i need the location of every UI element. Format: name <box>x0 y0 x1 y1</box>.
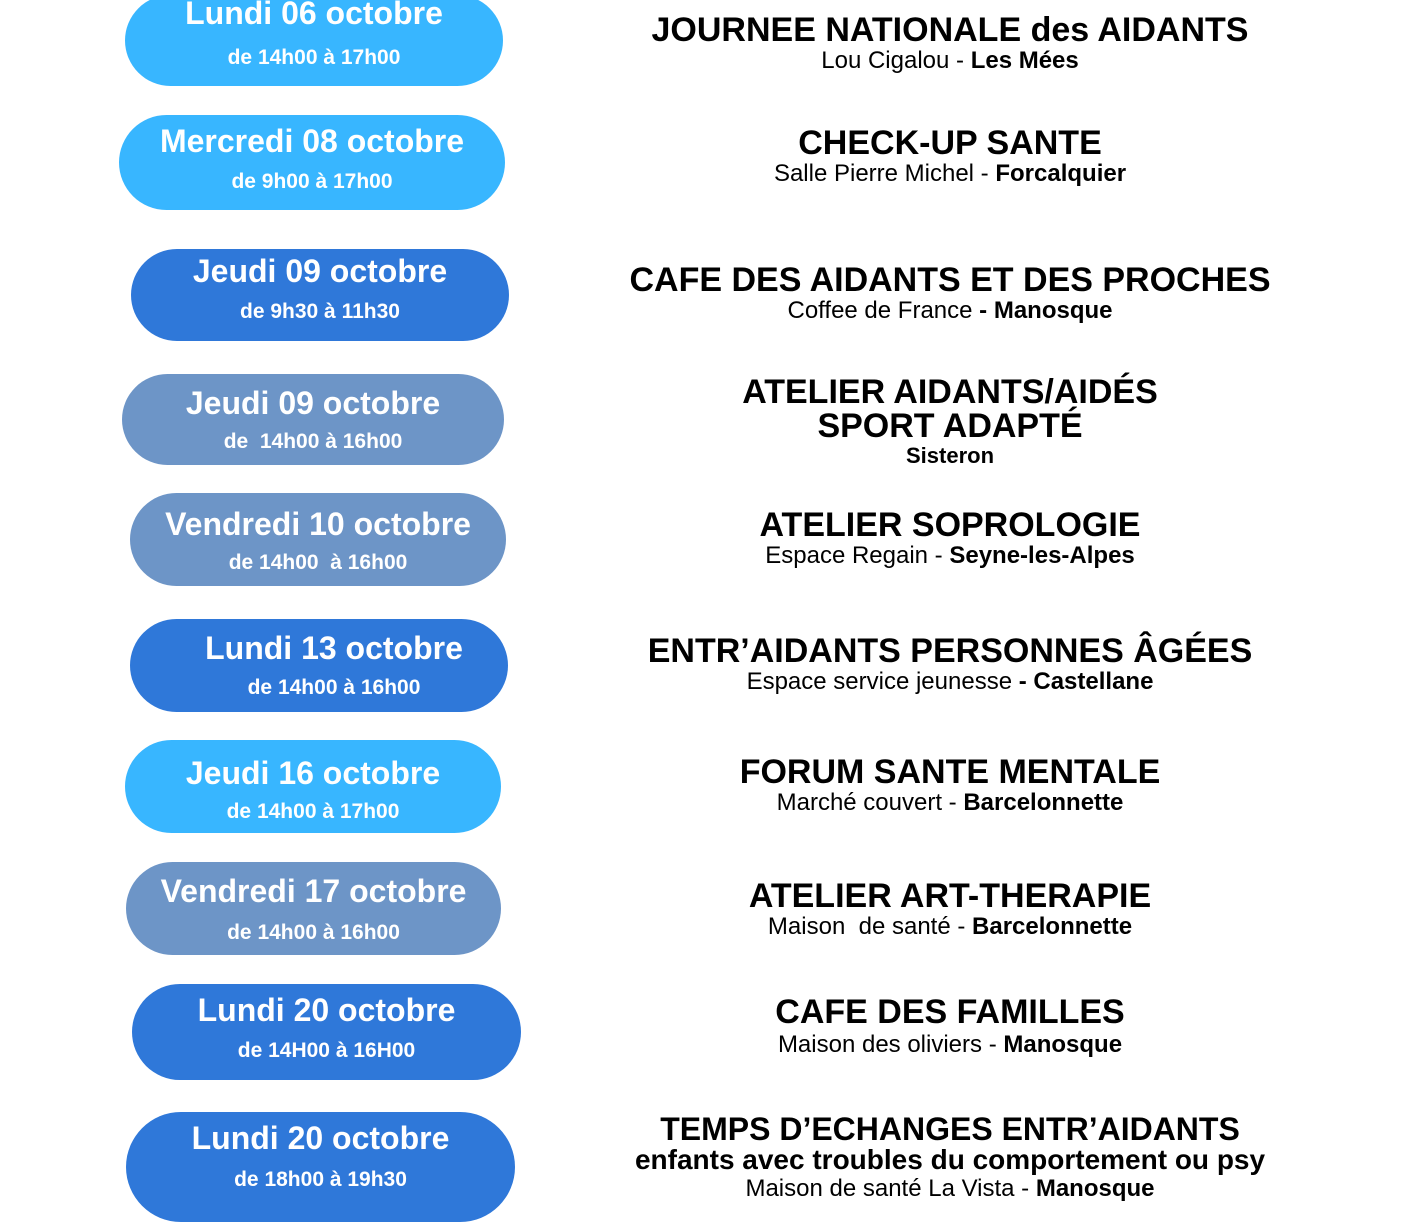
event-item <box>600 1113 1300 1203</box>
date-label: Lundi 20 octobre <box>197 992 456 1028</box>
date-label: Jeudi 16 octobre <box>185 755 441 791</box>
event-title: CAFE DES FAMILLES <box>775 993 1125 1031</box>
venue: Maison de santé - <box>767 913 973 940</box>
event-item <box>600 995 1300 1059</box>
date-pill <box>130 619 508 712</box>
date-pill <box>126 1112 515 1222</box>
venue: Espace service jeunesse <box>746 668 1013 695</box>
city: Manosque <box>1003 1031 1123 1058</box>
event-title: CHECK-UP SANTE <box>798 124 1102 162</box>
venue: Maison des oliviers - <box>777 1031 1004 1058</box>
event-title: ATELIER ART-THERAPIE <box>748 877 1152 915</box>
hours-label: de 14h00 à 16h00 <box>227 921 400 944</box>
event-location <box>600 1031 1300 1059</box>
date-label: Vendredi 17 octobre <box>160 873 467 909</box>
event-title: ATELIER AIDANTS/AIDÉS <box>742 373 1158 411</box>
event-location <box>600 297 1300 325</box>
event-item <box>600 375 1300 469</box>
city: Barcelonnette <box>972 913 1133 940</box>
date-label: Vendredi 10 octobre <box>165 506 471 542</box>
event-location <box>600 160 1300 188</box>
venue: Maison de santé La Vista - <box>745 1175 1036 1202</box>
venue: Coffee de France <box>787 297 973 324</box>
hours-label: de 9h30 à 11h30 <box>240 300 400 323</box>
hours-label: de 14h00 à 16h00 <box>247 676 421 699</box>
hours-label: de 14H00 à 16H00 <box>237 1039 416 1062</box>
date-pill <box>131 249 509 341</box>
date-label: Jeudi 09 octobre <box>185 385 441 421</box>
city: Barcelonnette <box>963 789 1124 816</box>
event-title: JOURNEE NATIONALE des AIDANTS <box>651 11 1249 49</box>
event-title: TEMPS D’ECHANGES ENTR’AIDANTS <box>660 1111 1240 1147</box>
event-subtitle: enfants avec troubles du comportement ou psy <box>634 1144 1266 1175</box>
event-location <box>600 789 1300 817</box>
hours-label: de 14h00 à 16h00 <box>223 430 403 453</box>
event-location <box>600 47 1300 75</box>
date-pill <box>125 740 501 833</box>
event-item <box>600 508 1300 570</box>
event-title: CAFE DES AIDANTS ET DES PROCHES <box>629 261 1271 299</box>
date-pill <box>122 374 504 465</box>
date-pill <box>126 862 501 955</box>
date-pill <box>132 984 521 1080</box>
event-title-line2: SPORT ADAPTÉ <box>817 407 1083 445</box>
venue: Salle Pierre Michel - <box>773 160 996 187</box>
event-location <box>600 668 1300 696</box>
event-location <box>600 542 1300 570</box>
venue: Marché couvert - <box>776 789 964 816</box>
event-item <box>600 755 1300 817</box>
date-pill <box>130 493 506 586</box>
city: Seyne-les-Alpes <box>949 542 1135 569</box>
date-pill <box>125 0 503 86</box>
date-label: Lundi 06 octobre <box>185 0 443 31</box>
event-item <box>600 13 1300 75</box>
hours-label: de 14h00 à 16h00 <box>228 551 408 574</box>
event-item <box>600 879 1300 941</box>
event-title: FORUM SANTE MENTALE <box>739 753 1161 791</box>
city: - Castellane <box>1012 668 1154 695</box>
date-pill <box>119 115 505 210</box>
date-label: Lundi 20 octobre <box>191 1120 450 1156</box>
date-label: Mercredi 08 octobre <box>159 123 465 159</box>
date-label: Lundi 13 octobre <box>205 630 463 666</box>
city: - Manosque <box>972 297 1113 324</box>
hours-label: de 18h00 à 19h30 <box>234 1168 407 1191</box>
venue: Lou Cigalou - <box>821 47 971 74</box>
event-location <box>600 913 1300 941</box>
hours-label: de 14h00 à 17h00 <box>227 46 401 69</box>
city: Manosque <box>1035 1175 1155 1202</box>
event-item <box>600 634 1300 696</box>
event-title: ENTR’AIDANTS PERSONNES ÂGÉES <box>647 632 1253 670</box>
date-label: Jeudi 09 octobre <box>192 253 448 289</box>
hours-label: de 14h00 à 17h00 <box>226 800 400 823</box>
city: Sisteron <box>905 443 995 468</box>
event-title: ATELIER SOPROLOGIE <box>759 506 1141 544</box>
hours-label: de 9h00 à 17h00 <box>231 170 393 193</box>
event-item <box>600 126 1300 188</box>
venue: Espace Regain - <box>765 542 950 569</box>
city: Forcalquier <box>995 160 1127 187</box>
city: Les Mées <box>970 47 1079 74</box>
event-item <box>600 263 1300 325</box>
event-location <box>600 1175 1300 1203</box>
